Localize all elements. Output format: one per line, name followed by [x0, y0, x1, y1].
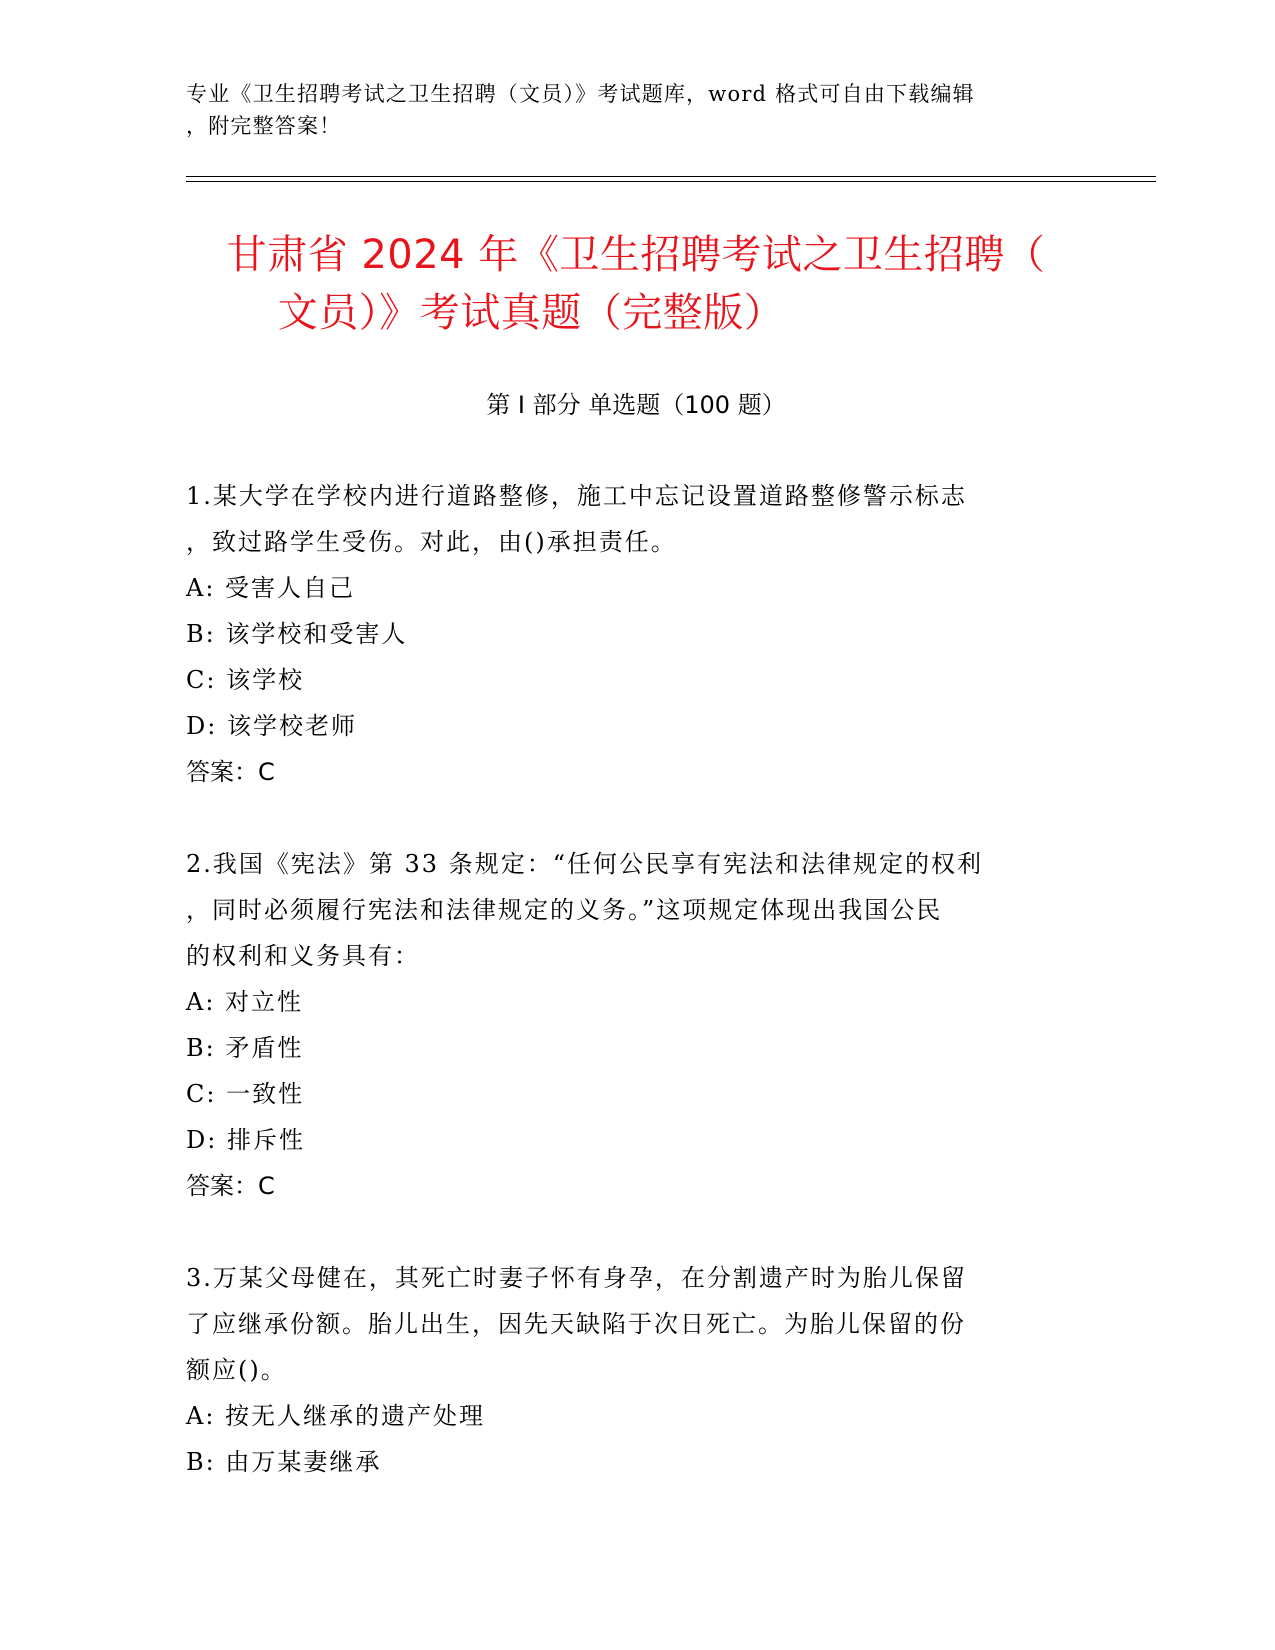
question-stem-line: 3.万某父母健在，其死亡时妻子怀有身孕，在分割遗产时为胎儿保留	[186, 1264, 967, 1292]
header-note-line-1: 专业《卫生招聘考试之卫生招聘（文员）》考试题库，word 格式可自由下载编辑	[186, 82, 975, 106]
question-stem-line: ，同时必须履行宪法和法律规定的义务。”这项规定体现出我国公民	[186, 896, 943, 924]
question-list	[186, 473, 1076, 1531]
option-d: D: 排斥性	[186, 1126, 305, 1154]
answer-line: 答案：C	[186, 1172, 275, 1200]
document-title-line-1: 甘肃省 2024 年《卫生招聘考试之卫生招聘（	[226, 232, 1046, 278]
option-c: C: 该学校	[186, 666, 305, 694]
option-b: B: 该学校和受害人	[186, 620, 408, 648]
document-title-line-2: 文员）》考试真题（完整版）	[277, 290, 785, 336]
header-divider-top	[186, 176, 1156, 177]
question-stem-line: 的权利和义务具有：	[186, 942, 420, 970]
document-title	[186, 226, 1086, 342]
question-stem-line: 额应()。	[186, 1356, 287, 1384]
option-d: D: 该学校老师	[186, 712, 357, 740]
option-c: C: 一致性	[186, 1080, 305, 1108]
header-divider-bottom	[186, 181, 1156, 182]
question-stem-line: 了应继承份额。胎儿出生，因先天缺陷于次日死亡。为胎儿保留的份	[186, 1310, 966, 1338]
answer-line: 答案：C	[186, 758, 275, 786]
option-a: A: 受害人自己	[186, 574, 356, 602]
section-heading: 第 I 部分 单选题（100 题）	[486, 391, 786, 419]
header-note	[186, 78, 1086, 142]
option-a: A: 按无人继承的遗产处理	[186, 1402, 486, 1430]
question-stem-line: 1.某大学在学校内进行道路整修，施工中忘记设置道路整修警示标志	[186, 482, 967, 510]
header-note-line-2: ，附完整答案！	[186, 114, 342, 138]
option-b: B: 矛盾性	[186, 1034, 304, 1062]
question-2	[186, 841, 1076, 1209]
question-1	[186, 473, 1076, 795]
question-stem-line: ，致过路学生受伤。对此，由()承担责任。	[186, 528, 677, 556]
question-stem-line: 2.我国《宪法》第 33 条规定：“任何公民享有宪法和法律规定的权利	[186, 850, 983, 878]
option-a: A: 对立性	[186, 988, 304, 1016]
question-3	[186, 1255, 1076, 1485]
option-b: B: 由万某妻继承	[186, 1448, 382, 1476]
